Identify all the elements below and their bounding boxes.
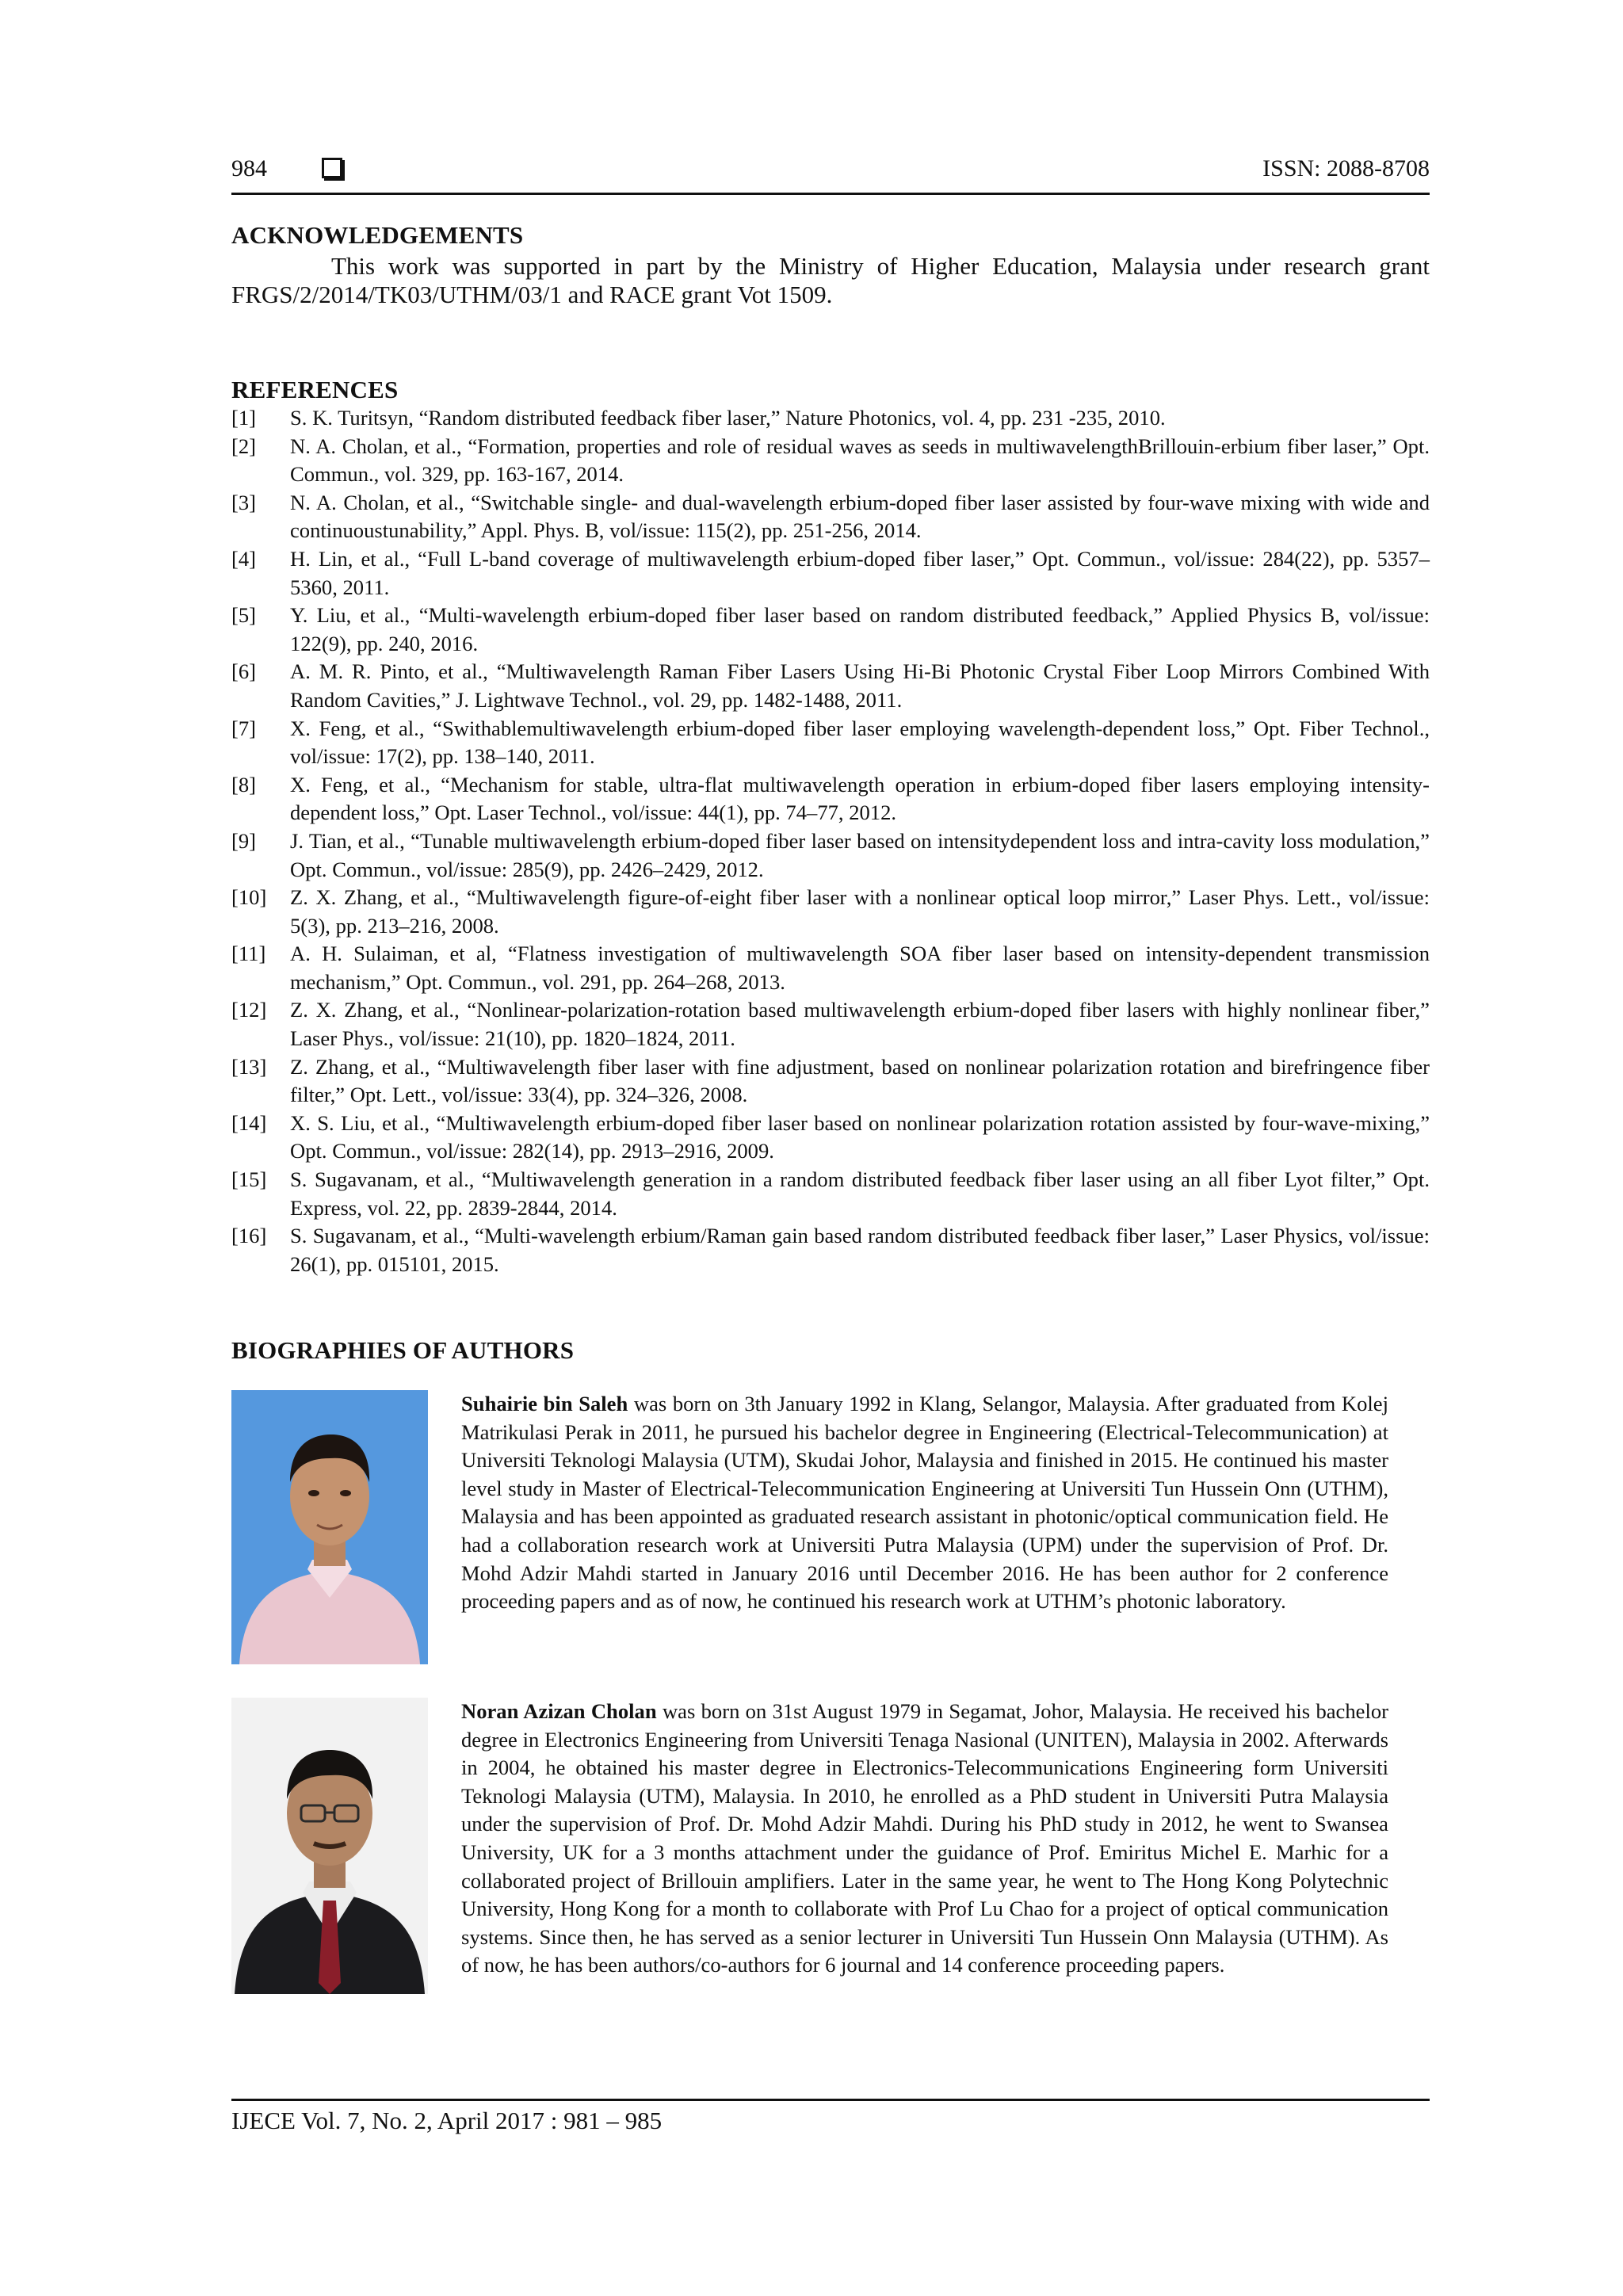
reference-item — [231, 996, 1430, 1052]
reference-text: N. A. Cholan, et al., “Switchable single- and dual-wavelength erbium-doped fiber laser assisted by four-wave mixing with wide and continuoustunability,” Appl. Phys. B, vol/issue: 115(2), pp. 251-256, 2014. — [290, 490, 1430, 543]
reference-item — [231, 771, 1430, 827]
reference-item — [231, 884, 1430, 940]
reference-text: Z. X. Zhang, et al., “Nonlinear-polarization-rotation based multiwavelength erbium-doped fiber lasers with highly nonlinear fiber,” Laser Phys., vol/issue: 21(10), pp. 1820–1824, 2011. — [290, 998, 1430, 1051]
reference-item — [231, 658, 1430, 714]
acknowledgements-heading: ACKNOWLEDGEMENTS — [231, 221, 524, 249]
reference-text: X. Feng, et al., “Swithablemultiwavelength erbium-doped fiber laser employing wavelength-dependent loss,” Opt. Fiber Technol., vol/issue: 17(2), pp. 138–140, 2011. — [290, 716, 1430, 769]
reference-item — [231, 1222, 1430, 1278]
reference-number: [15] — [231, 1167, 267, 1192]
reference-item — [231, 827, 1430, 884]
reference-text: A. M. R. Pinto, et al., “Multiwavelength Raman Fiber Lasers Using Hi-Bi Photonic Crystal Fiber Loop Mirrors Combined With Random Cavities,” J. Lightwave Technol., vol. 29, pp. 1482-1488, 2011. — [290, 659, 1430, 712]
footer-rule — [231, 2099, 1430, 2101]
author-bio-body: was born on 31st August 1979 in Segamat, Johor, Malaysia. He received his bachelor degree in Electronics Engineering from Universiti Tenaga Nasional (UNITEN), Malaysia in 2002. Afterwards in 2004, he obtained his master degree in Electronics-Telecommunications Engineering form Universiti Teknologi Malaysia (UTM), Malaysia. In 2010, he enrolled as a PhD student in Universiti Putra Malaysia under the supervision of Prof. Dr. Mohd Adzir Mahdi. During his PhD study in 2012, he went to Swansea University, UK for a 3 months attachment under the guidance of Prof. Emiritus Michel E. Marhic for a collaborated project of Brillouin amplifiers. Later in the same year, he went to The Hong Kong Polytechnic University, Hong Kong for a month to collaborate with Prof Lu Chao for a project of optical communication systems. Since then, he has served as a senior lecturer in Universiti Tun Hussein Onn Malaysia (UTHM). As of now, he has been authors/co-authors for 6 journal and 14 conference proceeding papers. — [461, 1699, 1388, 1977]
reference-number: [16] — [231, 1224, 267, 1248]
reference-item — [231, 433, 1430, 489]
author-name: Suhairie bin Saleh — [461, 1392, 628, 1415]
references-heading: REFERENCES — [231, 376, 399, 403]
page-header — [231, 155, 1430, 193]
reference-number: [9] — [231, 828, 257, 853]
reference-item — [231, 602, 1430, 658]
reference-text: Y. Liu, et al., “Multi-wavelength erbium-doped fiber laser based on random distributed feedback,” Applied Physics B, vol/issue: 122(9), pp. 240, 2016. — [290, 603, 1430, 655]
reference-item — [231, 1110, 1430, 1166]
reference-text: Z. Zhang, et al., “Multiwavelength fiber laser with fine adjustment, based on nonlinear polarization rotation and birefringence fiber filter,” Opt. Lett., vol/issue: 33(4), pp. 324–326, 2008. — [290, 1054, 1430, 1107]
author-bio-body: was born on 3th January 1992 in Klang, Selangor, Malaysia. After graduated from Kolej Matrikulasi Perak in 2011, he pursued his bachelor degree in Engineering (Electrical-Telecommunication) at Universiti Teknologi Malaysia (UTM), Skudai Johor, Malaysia and finished in 2015. He continued his master level study in Master of Electrical-Telecommunication Engineering at Universiti Tun Hussein Onn (UTHM), Malaysia and has been appointed as graduated research assistant in photonic/optical communication field. He had a collaboration research work at Universiti Putra Malaysia (UPM) under the supervision of Prof. Dr. Mohd Adzir Mahdi started in January 2016 until December 2016. He has been author for 2 conference proceeding papers and as of now, he continued his research work at UTHM’s photonic laboratory. — [461, 1392, 1388, 1614]
reference-text: S. Sugavanam, et al., “Multi-wavelength erbium/Raman gain based random distributed feedback fiber laser,” Laser Physics, vol/issue: 26(1), pp. 015101, 2015. — [290, 1224, 1430, 1276]
reference-text: A. H. Sulaiman, et al, “Flatness investigation of multiwavelength SOA fiber laser based on intensity-dependent transmission mechanism,” Opt. Commun., vol. 291, pp. 264–268, 2013. — [290, 942, 1430, 994]
reference-text: S. K. Turitsyn, “Random distributed feedback fiber laser,” Nature Photonics, vol. 4, pp. 231 -235, 2010. — [290, 406, 1166, 430]
box-bullet-icon — [322, 158, 342, 178]
reference-number: [4] — [231, 546, 257, 571]
author-bio-text — [461, 1390, 1388, 1616]
author-bio-text — [461, 1698, 1388, 1980]
reference-text: Z. X. Zhang, et al., “Multiwavelength figure-of-eight fiber laser with a nonlinear optical loop mirror,” Laser Phys. Lett., vol/issue: 5(3), pp. 213–216, 2008. — [290, 885, 1430, 938]
page-footer: IJECE Vol. 7, No. 2, April 2017 : 981 – 985 — [231, 2107, 663, 2134]
reference-item — [231, 715, 1430, 771]
reference-item — [231, 545, 1430, 602]
acknowledgements-text: This work was supported in part by the Ministry of Higher Education, Malaysia under research grant FRGS/2/2014/TK03/UTHM/03/1 and RACE grant Vot 1509. — [231, 252, 1430, 308]
reference-number: [6] — [231, 659, 257, 684]
reference-item — [231, 489, 1430, 545]
author-portrait-image — [231, 1698, 428, 1994]
reference-text: X. Feng, et al., “Mechanism for stable, ultra-flat multiwavelength operation in erbium-doped fiber lasers employing intensity-dependent loss,” Opt. Laser Technol., vol/issue: 44(1), pp. 74–77, 2012. — [290, 772, 1430, 825]
author-photo — [231, 1698, 428, 1994]
page-number: 984 — [231, 155, 267, 181]
reference-number: [2] — [231, 434, 257, 458]
reference-number: [14] — [231, 1110, 267, 1135]
author-portrait-image — [231, 1390, 428, 1664]
reference-text: N. A. Cholan, et al., “Formation, properties and role of residual waves as seeds in multiwavelengthBrillouin-erbium fiber laser,” Opt. Commun., vol. 329, pp. 163-167, 2014. — [290, 434, 1430, 487]
references-list — [231, 404, 1430, 1278]
reference-number: [1] — [231, 406, 257, 430]
reference-number: [3] — [231, 490, 257, 514]
reference-item — [231, 1166, 1430, 1222]
reference-number: [13] — [231, 1054, 267, 1079]
header-rule — [231, 193, 1430, 195]
reference-text: J. Tian, et al., “Tunable multiwavelength erbium-doped fiber laser based on intensitydependent loss and intra-cavity loss modulation,” Opt. Commun., vol/issue: 285(9), pp. 2426–2429, 2012. — [290, 828, 1430, 881]
reference-number: [12] — [231, 998, 267, 1022]
reference-item — [231, 1053, 1430, 1110]
reference-text: H. Lin, et al., “Full L-band coverage of multiwavelength erbium-doped fiber laser,” Opt. Commun., vol/issue: 284(22), pp. 5357–5360, 2011. — [290, 546, 1430, 599]
reference-number: [7] — [231, 716, 257, 740]
reference-number: [10] — [231, 885, 267, 910]
reference-item — [231, 404, 1430, 433]
reference-number: [11] — [231, 942, 266, 966]
issn-label: ISSN: 2088-8708 — [1262, 155, 1430, 181]
reference-number: [8] — [231, 772, 257, 797]
author-name: Noran Azizan Cholan — [461, 1699, 657, 1723]
reference-item — [231, 940, 1430, 996]
reference-text: S. Sugavanam, et al., “Multiwavelength generation in a random distributed feedback fiber laser using an all fiber Lyot filter,” Opt. Express, vol. 22, pp. 2839-2844, 2014. — [290, 1167, 1430, 1220]
biographies-heading: BIOGRAPHIES OF AUTHORS — [231, 1336, 575, 1364]
reference-number: [5] — [231, 603, 257, 628]
acknowledgements-paragraph — [231, 252, 1430, 309]
author-photo — [231, 1390, 428, 1664]
reference-text: X. S. Liu, et al., “Multiwavelength erbium-doped fiber laser based on nonlinear polarization rotation assisted by four-wave-mixing,” Opt. Commun., vol/issue: 282(14), pp. 2913–2916, 2009. — [290, 1110, 1430, 1163]
